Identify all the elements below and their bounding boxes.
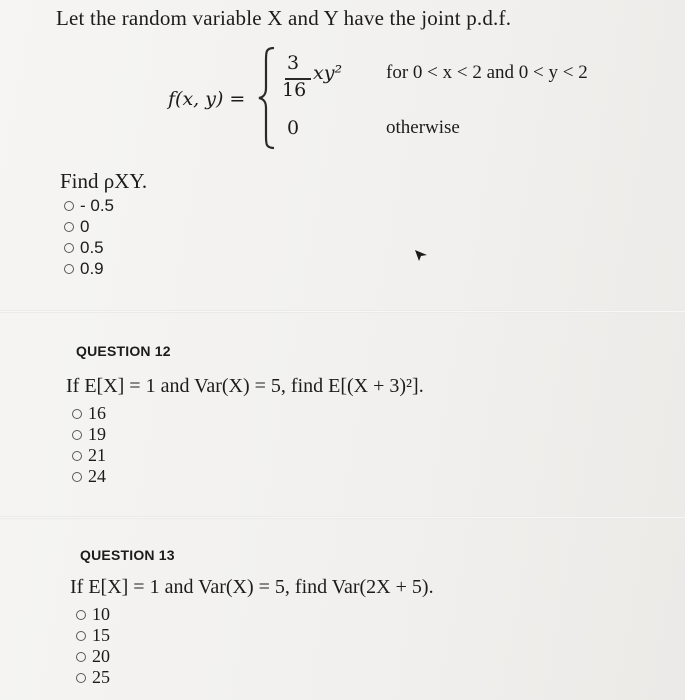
q13-option-label: 15: [92, 625, 110, 645]
q12-option-label: 16: [88, 403, 106, 423]
section-divider: [0, 516, 685, 519]
mouse-cursor-icon: [414, 248, 428, 262]
q11-option-1[interactable]: [64, 196, 114, 216]
section-divider: [0, 310, 685, 313]
q12-prompt: If E[X] = 1 and Var(X) = 5, find E[(X + 3)²].: [66, 375, 424, 397]
q13-option-3[interactable]: [76, 646, 110, 667]
q11-prompt: Find ρXY.: [60, 169, 148, 193]
q11-option-4[interactable]: [64, 259, 104, 279]
q13-prompt: If E[X] = 1 and Var(X) = 5, find Var(2X + 5).: [70, 576, 434, 598]
q12-option-label: 19: [88, 424, 106, 444]
problem-intro: Let the random variable X and Y have the joint p.d.f.: [56, 6, 512, 30]
left-brace-icon: [256, 46, 278, 150]
q13-option-4[interactable]: [76, 667, 110, 688]
radio-icon[interactable]: [64, 222, 74, 232]
q12-option-1[interactable]: [72, 403, 106, 424]
radio-icon[interactable]: [72, 472, 82, 482]
radio-icon[interactable]: [64, 264, 74, 274]
q12-heading: QUESTION 12: [76, 343, 171, 359]
q12-option-3[interactable]: [72, 445, 106, 466]
q12-option-label: 21: [88, 445, 106, 465]
radio-icon[interactable]: [72, 430, 82, 440]
q11-option-label: 0: [80, 217, 90, 236]
radio-icon[interactable]: [76, 652, 86, 662]
q13-option-label: 25: [92, 667, 110, 687]
q12-option-4[interactable]: [72, 466, 106, 487]
radio-icon[interactable]: [76, 673, 86, 683]
q11-option-label: - 0.5: [80, 196, 115, 215]
q11-option-2[interactable]: [64, 217, 89, 237]
radio-icon[interactable]: [72, 451, 82, 461]
radio-icon[interactable]: [76, 631, 86, 641]
radio-icon[interactable]: [64, 201, 74, 211]
q11-option-3[interactable]: [64, 238, 104, 258]
pdf-condition-support: for 0 < x < 2 and 0 < y < 2: [386, 62, 588, 83]
q13-option-1[interactable]: [76, 604, 110, 625]
pdf-term: xy²: [313, 62, 343, 84]
radio-icon[interactable]: [72, 409, 82, 419]
q13-option-label: 10: [92, 604, 110, 624]
fraction-denominator: 16: [282, 79, 307, 101]
q12-option-label: 24: [88, 466, 106, 486]
fraction-numerator: 3: [287, 52, 300, 74]
q12-option-2[interactable]: [72, 424, 106, 445]
pdf-zero: 0: [287, 117, 300, 139]
pdf-lhs: f(x, y) =: [168, 88, 246, 110]
pdf-condition-otherwise: otherwise: [386, 117, 460, 138]
radio-icon[interactable]: [64, 243, 74, 253]
q13-heading: QUESTION 13: [80, 547, 175, 563]
radio-icon[interactable]: [76, 610, 86, 620]
q11-option-label: 0.5: [80, 238, 104, 257]
q13-option-2[interactable]: [76, 625, 110, 646]
q11-option-label: 0.9: [80, 259, 104, 278]
q13-option-label: 20: [92, 646, 110, 666]
